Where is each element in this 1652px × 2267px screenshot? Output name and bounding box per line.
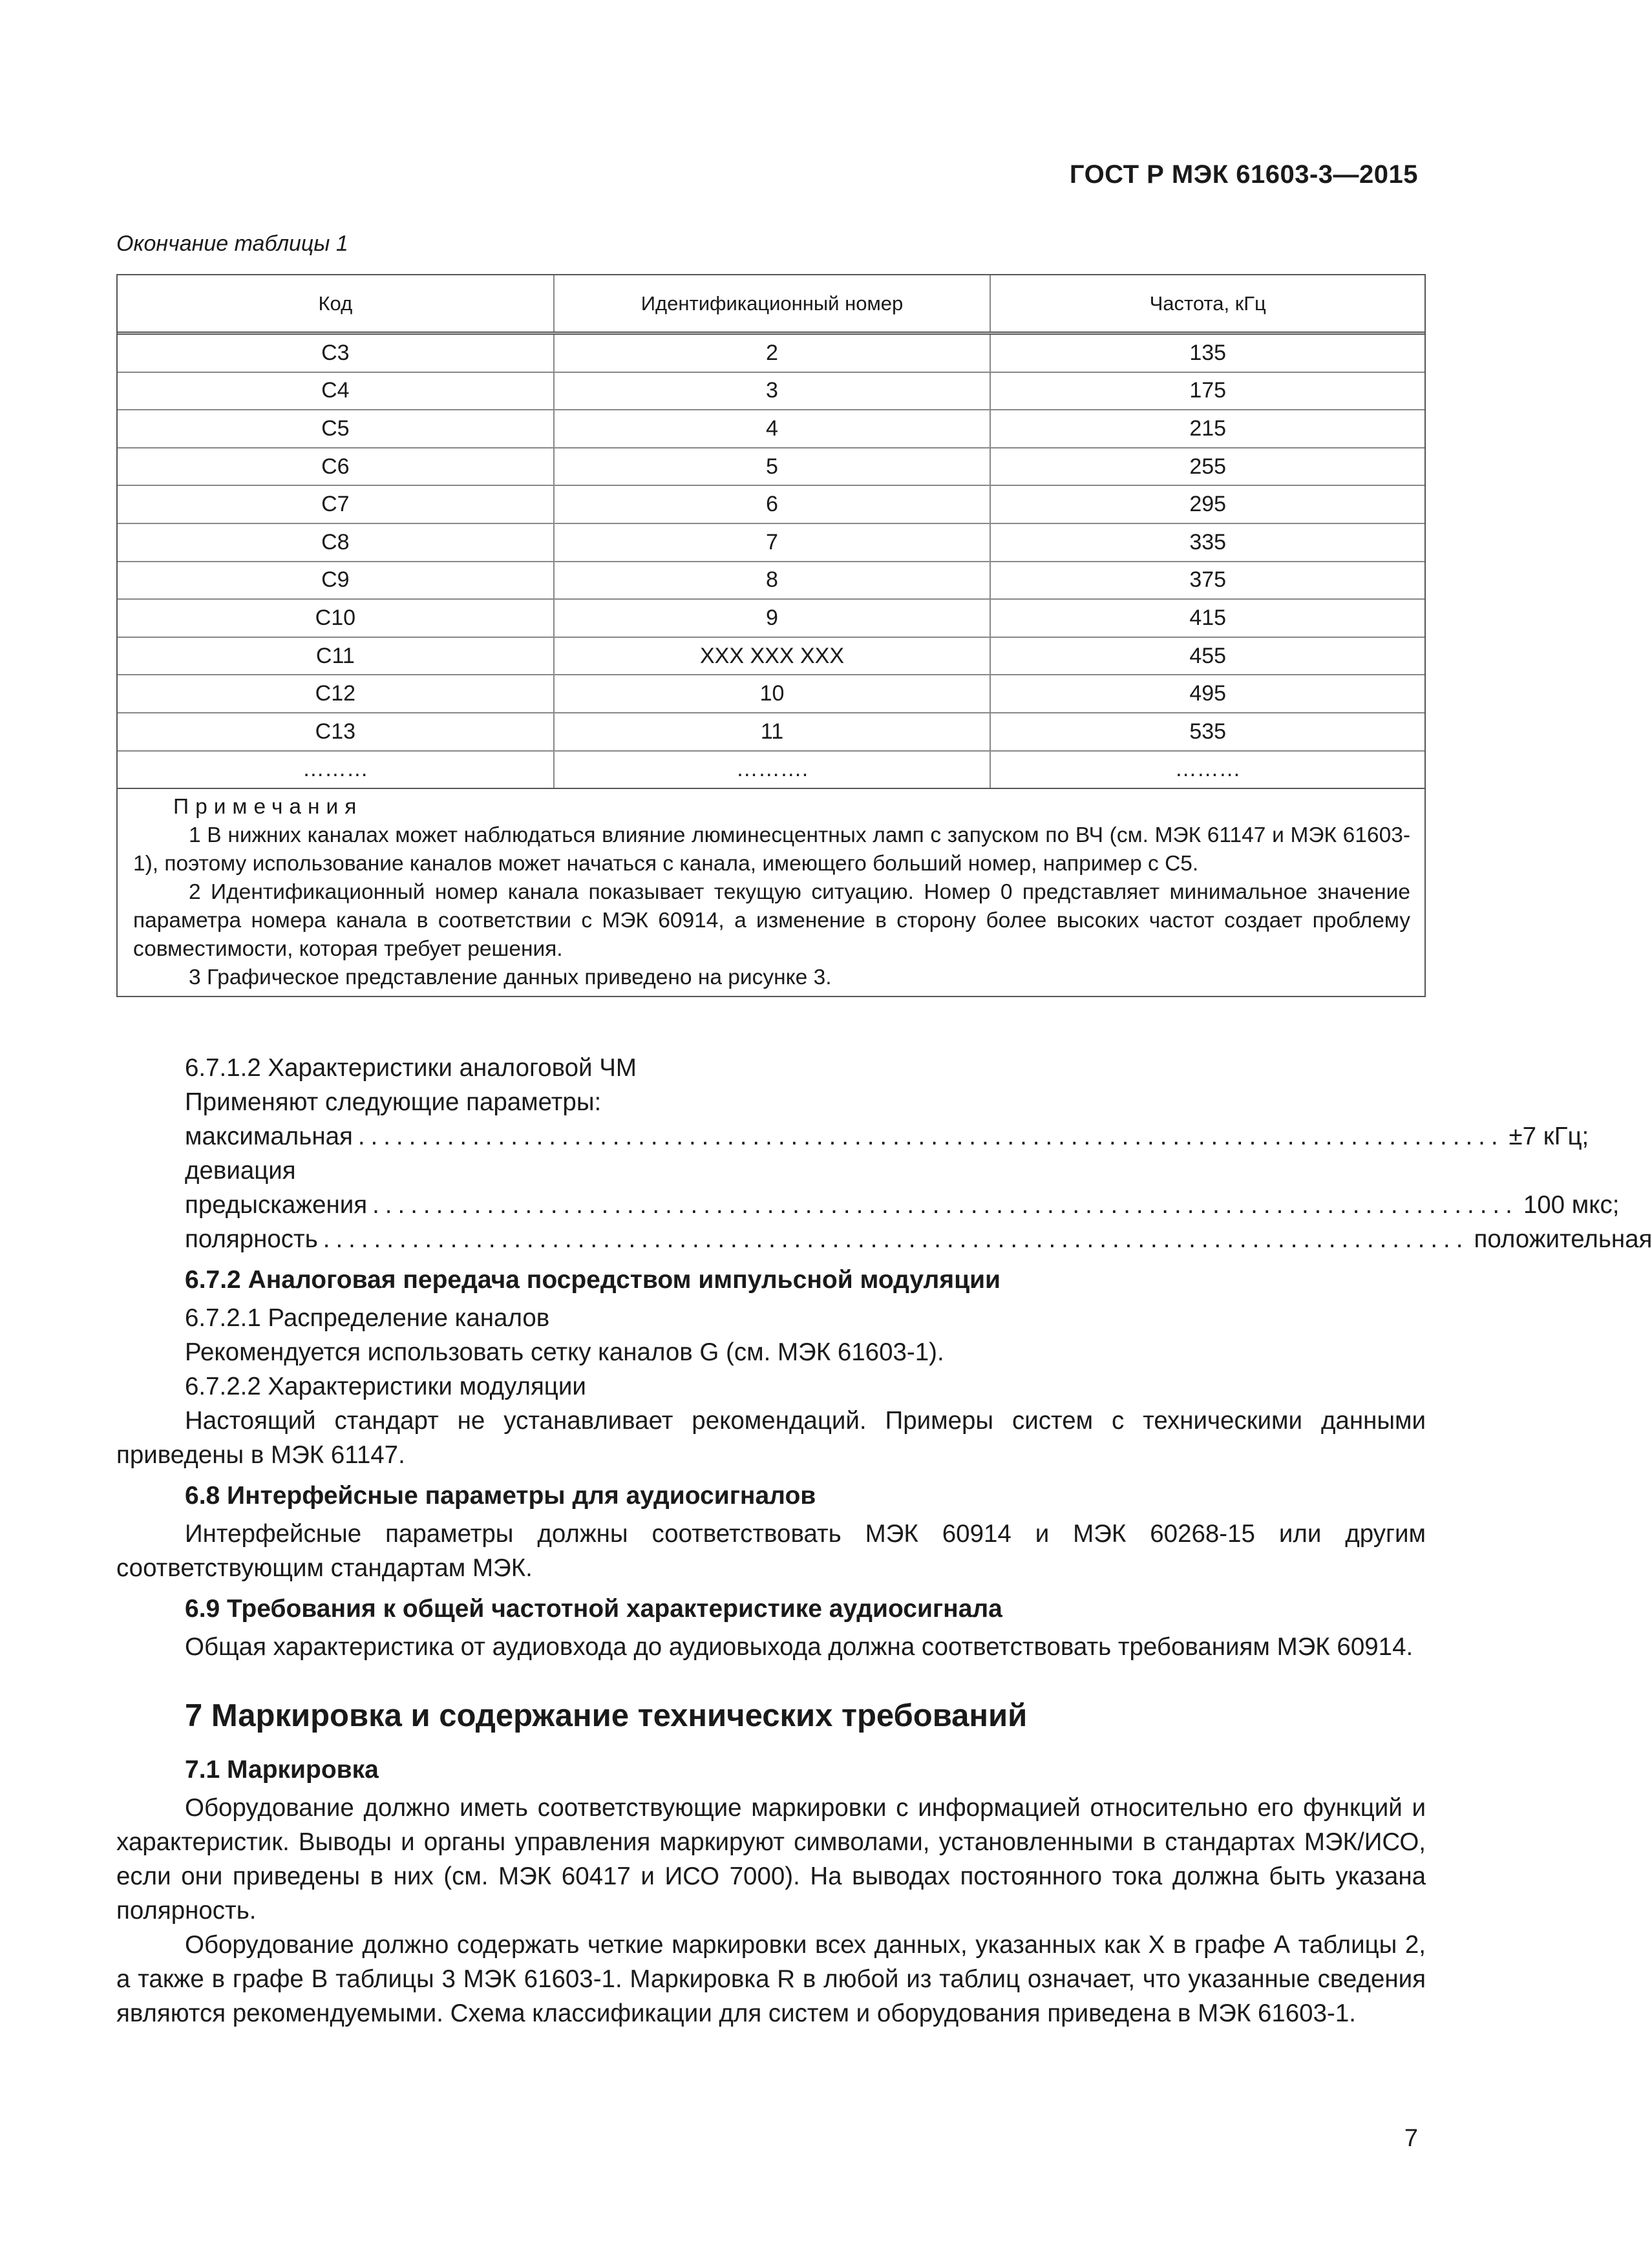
table-row (118, 373, 1424, 411)
table-cell: 6 (555, 486, 991, 523)
dot-leader: .......................................................................................... (372, 1191, 1518, 1219)
table-cell: 175 (1189, 378, 1227, 403)
column-header-frequency: Частота, кГц (1149, 291, 1266, 315)
paragraph: Оборудование должно содержать четкие маркировки всех данных, указанных как X в графе А таблицы 2, а также в графе В таблицы 3 МЭК 61603-1. Маркировка R в любой из таблиц означает, что указанные сведения являются рекомендуемыми. Схема классификации для систем и оборудования приведена в МЭК 61603-1. (116, 1931, 1426, 2027)
table-cell: 8 (555, 562, 991, 599)
table-cell: C7 (118, 486, 555, 523)
table-cell: C9 (118, 562, 555, 599)
dot-leader: .......................................................................................... (357, 1123, 1504, 1150)
table-cell: C6 (118, 448, 555, 485)
table-cell: 5 (555, 448, 991, 485)
table-cell: 4 (555, 410, 991, 447)
table-row (118, 562, 1424, 600)
note-item: 2 Идентификационный номер канала показывает текущую ситуацию. Номер 0 представляет минимальное значение параметра номера канала в соответствии с МЭК 60914, а изменение в сторону более высоких частот создает проблему совместимости, которая требует решения. (133, 880, 1410, 962)
table-row (118, 524, 1424, 562)
table-cell: 2 (555, 335, 991, 372)
parameter-line (116, 1188, 1620, 1222)
table-cell: 215 (1189, 416, 1227, 441)
parameter-value: положительная (1474, 1225, 1652, 1253)
section-heading: 6.9 Требования к общей частотной характеристике аудиосигнала (185, 1595, 1002, 1623)
parameter-line (116, 1119, 1589, 1188)
table-cell: 7 (555, 524, 991, 561)
table-cell: 3 (555, 373, 991, 410)
table-row (118, 410, 1424, 448)
section-title: 6.7.2.1 Распределение каналов (185, 1304, 550, 1332)
paragraph: Общая характеристика от аудиовхода до аудиовыхода должна соответствовать требованиям МЭК 60914. (185, 1633, 1414, 1661)
parameter-label: предыскажения (185, 1191, 368, 1219)
table-cell: 10 (555, 675, 991, 712)
table-row (118, 638, 1424, 676)
table-cell: XXX XXX XXX (555, 638, 991, 675)
paragraph: Оборудование должно иметь соответствующие маркировки с информацией относительно его функций и характеристик. Выводы и органы управления маркируют символами, установленными в стандартах МЭК/ИСО, если они приведены в них (см. МЭК 60417 и ИСО 7000). На выводах постоянного тока должна быть указана полярность. (116, 1794, 1426, 1924)
table-cell: 535 (1189, 719, 1227, 744)
table-cell: 255 (1189, 454, 1227, 479)
dot-leader: .......................................................................................... (323, 1225, 1469, 1253)
table-row (118, 675, 1424, 713)
parameter-label: максимальная девиация (185, 1123, 353, 1185)
table-cell: C4 (118, 373, 555, 410)
section-heading: 6.7.2 Аналоговая передача посредством импульсной модуляции (185, 1266, 1001, 1294)
parameter-line (116, 1222, 1652, 1256)
table-cell: 11 (555, 713, 991, 750)
table-caption: Окончание таблицы 1 (116, 231, 348, 256)
section-heading: 7.1 Маркировка (185, 1756, 379, 1784)
table-cell: 375 (1189, 567, 1227, 593)
table-notes (118, 789, 1424, 996)
table-cell: C3 (118, 335, 555, 372)
paragraph: Настоящий стандарт не устанавливает рекомендаций. Примеры систем с техническими данными приведены в МЭК 61147. (116, 1407, 1426, 1469)
paragraph: Применяют следующие параметры: (185, 1088, 602, 1116)
table-cell: 335 (1189, 529, 1227, 554)
table-cell: C5 (118, 410, 555, 447)
table-row (118, 752, 1424, 790)
page-number: 7 (1404, 2125, 1418, 2152)
table-header-row (118, 275, 1424, 335)
note-item: 1 В нижних каналах может наблюдаться влияние люминесцентных ламп с запуском по ВЧ (см. МЭК 61147 и МЭК 61603-1), поэтому использование каналов может начаться с канала, имеющего больший номер, например с С5. (133, 823, 1410, 876)
column-header-code: Код (118, 275, 555, 332)
frequency-table (116, 274, 1426, 997)
paragraph: Рекомендуется использовать сетку каналов G (см. МЭК 61603-1). (185, 1338, 944, 1366)
notes-title: Примечания (173, 795, 363, 819)
parameter-label: полярность (185, 1225, 318, 1253)
table-row (118, 448, 1424, 487)
table-cell: ………. (555, 752, 991, 788)
table-row (118, 335, 1424, 373)
table-cell: 415 (1189, 605, 1227, 630)
table-cell: C10 (118, 600, 555, 637)
table-cell: C11 (118, 638, 555, 675)
paragraph: Интерфейсные параметры должны соответствовать МЭК 60914 и МЭК 60268-15 или другим соответствующим стандартам МЭК. (116, 1520, 1426, 1582)
table-cell: 135 (1189, 340, 1227, 365)
section-title: 6.7.2.2 Характеристики модуляции (185, 1373, 586, 1400)
table-row (118, 713, 1424, 752)
body-text (116, 1051, 1652, 2030)
table-cell: C13 (118, 713, 555, 750)
table-cell: 495 (1189, 681, 1227, 706)
table-row (118, 600, 1424, 638)
table-cell: 455 (1189, 643, 1227, 668)
table-row (118, 486, 1424, 524)
table-cell: ……… (118, 752, 555, 788)
table-cell: 295 (1189, 492, 1227, 517)
section-heading: 6.8 Интерфейсные параметры для аудиосигналов (185, 1482, 816, 1510)
chapter-heading: 7 Маркировка и содержание технических требований (185, 1698, 1028, 1733)
table-cell: 9 (555, 600, 991, 637)
table-cell: C12 (118, 675, 555, 712)
table-cell: ……… (1174, 757, 1241, 782)
parameter-value: ±7 кГц; (1509, 1123, 1589, 1150)
table-cell: C8 (118, 524, 555, 561)
document-id: ГОСТ Р МЭК 61603-3—2015 (1069, 160, 1418, 189)
note-item: 3 Графическое представление данных приведено на рисунке 3. (189, 965, 832, 990)
column-header-id-number: Идентификационный номер (555, 275, 991, 332)
section-title: 6.7.1.2 Характеристики аналоговой ЧМ (185, 1054, 637, 1082)
parameter-value: 100 мкс; (1523, 1191, 1620, 1219)
